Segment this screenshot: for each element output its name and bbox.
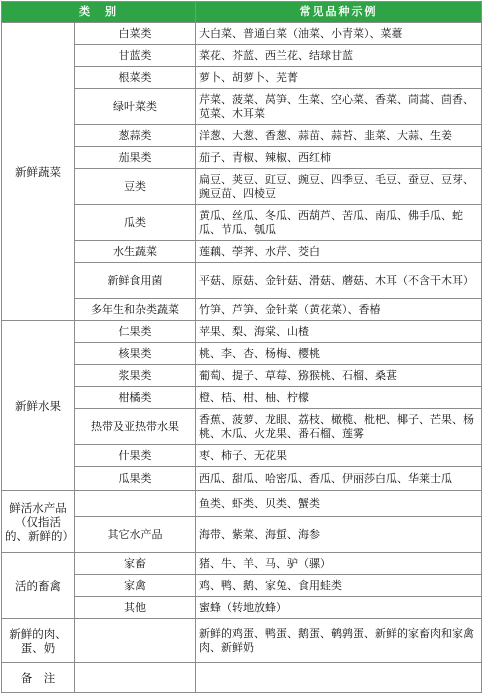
examples-cell: 猪、牛、羊、马、驴（骡）	[196, 553, 482, 575]
category-cell-meat-egg-milk: 新鲜的肉、蛋、奶	[2, 619, 75, 663]
subcategory-cell: 根菜类	[75, 67, 196, 89]
subcategory-cell: 仁果类	[75, 321, 196, 343]
remarks-empty-cell	[75, 663, 196, 693]
examples-cell: 新鲜的鸡蛋、鸭蛋、鹅蛋、鹌鹑蛋、新鲜的家畜肉和家禽肉、新鲜奶	[196, 619, 482, 663]
subcategory-cell: 什果类	[75, 445, 196, 467]
examples-cell: 葡萄、提子、草莓、猕猴桃、石榴、桑葚	[196, 365, 482, 387]
subcategory-cell: 绿叶菜类	[75, 89, 196, 125]
remarks-label: 备 注	[2, 663, 75, 693]
remarks-value	[196, 663, 482, 693]
examples-cell: 莲藕、荸荠、水芹、茭白	[196, 241, 482, 263]
subcategory-cell: 水生蔬菜	[75, 241, 196, 263]
table-row	[2, 491, 482, 517]
subcategory-cell: 其它水产品	[75, 517, 196, 553]
subcategory-cell: 甘蓝类	[75, 45, 196, 67]
produce-category-table	[1, 1, 482, 693]
subcategory-cell: 家畜	[75, 553, 196, 575]
examples-cell: 橙、桔、柑、柚、柠檬	[196, 387, 482, 409]
examples-cell: 苹果、梨、海棠、山楂	[196, 321, 482, 343]
category-cell-fruits: 新鲜水果	[2, 321, 75, 491]
subcategory-cell: 葱蒜类	[75, 125, 196, 147]
header-row	[2, 2, 482, 23]
subcategory-cell: 新鲜食用菌	[75, 263, 196, 299]
examples-cell: 竹笋、芦笋、金针菜（黄花菜）、香椿	[196, 299, 482, 321]
subcategory-cell: 热带及亚热带水果	[75, 409, 196, 445]
examples-cell: 菜花、芥蓝、西兰花、结球甘蓝	[196, 45, 482, 67]
subcategory-cell: 白菜类	[75, 23, 196, 45]
examples-cell: 黄瓜、丝瓜、冬瓜、西葫芦、苦瓜、南瓜、佛手瓜、蛇瓜、节瓜、瓠瓜	[196, 205, 482, 241]
subcategory-cell: 豆类	[75, 169, 196, 205]
examples-cell: 茄子、青椒、辣椒、西红柿	[196, 147, 482, 169]
subcategory-cell: 多年生和杂类蔬菜	[75, 299, 196, 321]
examples-cell: 海带、紫菜、海蜇、海参	[196, 517, 482, 553]
subcategory-cell: 核果类	[75, 343, 196, 365]
subcategory-cell: 茄果类	[75, 147, 196, 169]
examples-cell: 洋葱、大葱、香葱、蒜苗、蒜苔、韭菜、大蒜、生姜	[196, 125, 482, 147]
table-row	[2, 23, 482, 45]
examples-cell: 蜜蜂（转地放蜂）	[196, 597, 482, 619]
remarks-row	[2, 663, 482, 693]
category-cell-livestock: 活的畜禽	[2, 553, 75, 619]
category-cell-aquatic: 鲜活水产品（仅指活的、新鲜的）	[2, 491, 75, 553]
examples-cell: 鱼类、虾类、贝类、蟹类	[196, 491, 482, 517]
category-cell-vegetables: 新鲜蔬菜	[2, 23, 75, 321]
header-examples: 常见品种示例	[196, 2, 482, 23]
examples-cell: 香蕉、菠萝、龙眼、荔枝、橄榄、枇杷、椰子、芒果、杨桃、木瓜、火龙果、番石榴、莲雾	[196, 409, 482, 445]
examples-cell: 萝卜、胡萝卜、芜菁	[196, 67, 482, 89]
examples-cell: 大白菜、普通白菜（油菜、小青菜）、菜薹	[196, 23, 482, 45]
table-row	[2, 553, 482, 575]
subcategory-cell: 浆果类	[75, 365, 196, 387]
examples-cell: 枣、柿子、无花果	[196, 445, 482, 467]
examples-cell: 鸡、鸭、鹅、家兔、食用蛙类	[196, 575, 482, 597]
examples-cell: 西瓜、甜瓜、哈密瓜、香瓜、伊丽莎白瓜、华莱士瓜	[196, 467, 482, 491]
subcategory-cell	[75, 619, 196, 663]
header-category: 类 别	[2, 2, 196, 23]
table-row	[2, 619, 482, 663]
subcategory-cell: 瓜类	[75, 205, 196, 241]
subcategory-cell: 其他	[75, 597, 196, 619]
subcategory-cell: 家禽	[75, 575, 196, 597]
examples-cell: 桃、李、杏、杨梅、樱桃	[196, 343, 482, 365]
subcategory-cell: 瓜果类	[75, 467, 196, 491]
table-row	[2, 321, 482, 343]
subcategory-cell: 柑橘类	[75, 387, 196, 409]
subcategory-cell	[75, 491, 196, 517]
examples-cell: 扁豆、荚豆、豇豆、豌豆、四季豆、毛豆、蚕豆、豆芽、豌豆苗、四棱豆	[196, 169, 482, 205]
examples-cell: 芹菜、菠菜、莴笋、生菜、空心菜、香菜、茼蒿、茴香、苋菜、木耳菜	[196, 89, 482, 125]
examples-cell: 平菇、原菇、金针菇、滑菇、蘑菇、木耳（不含干木耳）	[196, 263, 482, 299]
